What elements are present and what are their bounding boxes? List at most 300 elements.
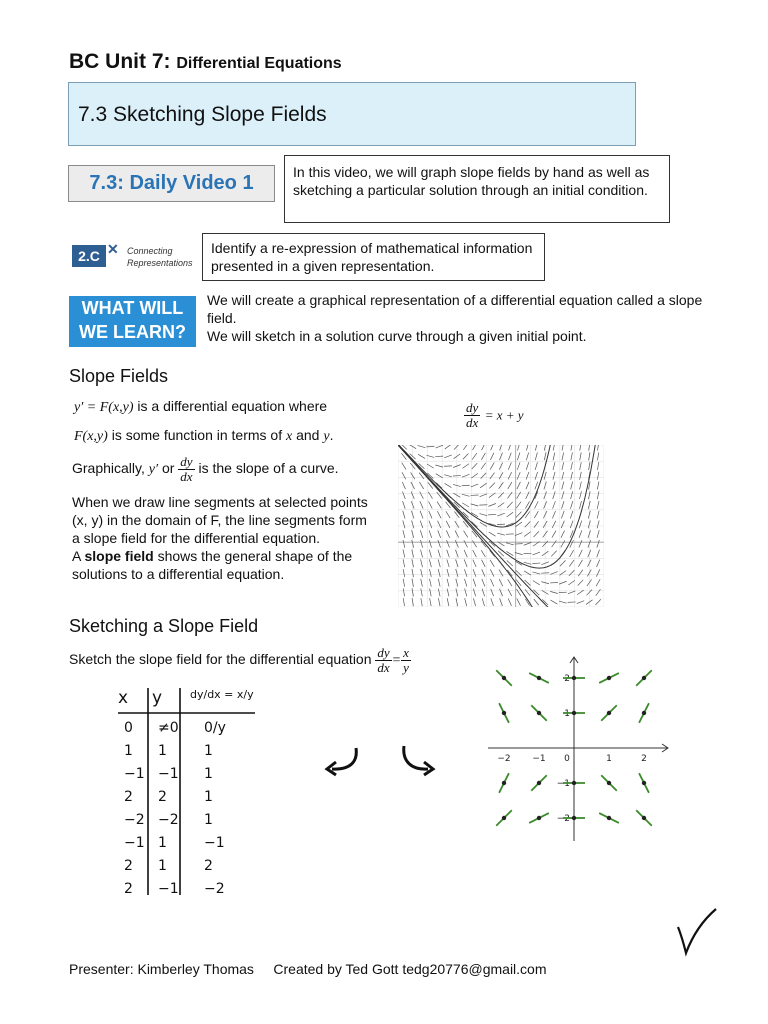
curved-arrow-left-icon [322, 742, 362, 778]
sketch-rhs-den: y [403, 660, 409, 675]
slope-segment [402, 482, 405, 489]
example-rhs: = x + y [484, 407, 524, 423]
slope-segment [491, 445, 494, 450]
frac-den: dx [180, 469, 193, 484]
slope-segment [508, 579, 512, 586]
slope-segment [517, 453, 520, 461]
slope-segment [508, 472, 512, 479]
slope-segment [550, 572, 557, 575]
slope-segment [597, 482, 599, 490]
slope-segment [403, 530, 405, 538]
slope-segment [490, 453, 494, 460]
slope-point [642, 711, 646, 715]
slope-segment [489, 483, 495, 489]
slope-segment [525, 521, 531, 527]
slope-segment [491, 589, 494, 596]
slope-point [572, 781, 576, 785]
eq-f-of-xy: F(x,y) [74, 429, 108, 444]
slope-segment [579, 550, 583, 557]
slope-segment [508, 598, 511, 605]
badge-line-1: Connecting [127, 246, 173, 256]
slope-segment [438, 540, 441, 548]
table-cell: 1 [204, 743, 213, 759]
slope-segment [438, 589, 440, 597]
slope-segment [571, 491, 573, 499]
x-tick-label: 2 [641, 754, 647, 764]
slope-segment [464, 569, 467, 577]
slope-segment [420, 511, 423, 518]
sketch-frac-den: dx [377, 660, 390, 675]
slope-segment [429, 501, 433, 508]
slope-segment [597, 445, 598, 451]
section-title: 7.3 Sketching Slope Fields [78, 103, 327, 126]
slope-segment [403, 540, 405, 548]
slope-segment [559, 581, 566, 584]
slope-segment [506, 543, 514, 545]
slope-segment [578, 580, 584, 586]
slope-field-plot-x-over-y [486, 655, 670, 843]
slope-segment [517, 472, 520, 479]
slope-segment [403, 501, 406, 509]
slope-segment [482, 579, 485, 586]
unit-subtitle: Differential Equations [176, 55, 342, 72]
slope-segment [580, 452, 581, 460]
slope-point [642, 816, 646, 820]
example-frac-num: dy [466, 400, 479, 415]
slope-segment [402, 463, 406, 470]
slope-point [537, 676, 541, 680]
slope-segment [569, 560, 574, 566]
slope-point [572, 711, 576, 715]
table-header-2: dy/dx = x/y [190, 688, 254, 701]
slope-segment [562, 462, 564, 470]
table-cell: 2 [158, 789, 167, 805]
slope-segment [473, 569, 476, 576]
footer [69, 961, 547, 977]
slope-segment [403, 588, 404, 596]
slope-segment [438, 530, 441, 537]
definition-and: and [292, 427, 324, 443]
eq-y-prime: y′ = F(x,y) [74, 400, 134, 415]
slope-segment [579, 521, 582, 529]
check-mark-icon [672, 905, 722, 957]
slope-segment [473, 550, 477, 557]
slope-segment [481, 550, 485, 557]
slope-segment [465, 579, 467, 587]
slope-segment [464, 560, 467, 567]
definition-period: . [329, 427, 334, 443]
slope-point [572, 676, 576, 680]
slope-segment [535, 472, 538, 480]
slope-segment [462, 474, 469, 477]
slope-segment [551, 600, 558, 604]
p2-post: shows the general shape of the solutions to a differential equation. [72, 548, 353, 582]
y-tick-label: 1 [564, 709, 570, 719]
table-cell: ≠0 [158, 720, 179, 736]
sketch-x-over-y [401, 646, 411, 675]
slope-segment [435, 445, 442, 448]
slope-segment [570, 521, 573, 529]
slope-segment [553, 445, 555, 451]
slope-segment [403, 598, 404, 606]
slope-segment [597, 501, 599, 509]
slope-segment [420, 501, 423, 508]
unit-label: BC Unit 7: [69, 50, 171, 73]
var-x: x [286, 429, 293, 444]
slope-segment [465, 589, 467, 597]
slope-segment [480, 483, 487, 488]
slope-segment [516, 502, 521, 508]
slope-segment [526, 482, 529, 489]
slope-segment [526, 445, 528, 450]
slope-segment [473, 598, 475, 606]
slope-point [537, 781, 541, 785]
slope-segment [447, 598, 449, 606]
learn-objective-1: We will create a graphical representation of a differential equation called a slope field. [207, 292, 703, 326]
slope-segment [402, 491, 405, 498]
slope-segment [508, 482, 512, 489]
slope-segment [438, 550, 440, 558]
table-header-1: y [152, 688, 163, 708]
slope-segment [447, 569, 449, 577]
slope-segment [421, 569, 423, 577]
slope-point [502, 781, 506, 785]
slope-segment [420, 521, 423, 529]
slope-segment [570, 501, 572, 509]
slope-segment [490, 560, 494, 567]
slope-segment [562, 472, 564, 480]
slope-segment [535, 452, 537, 460]
slope-segment [447, 579, 449, 587]
slope-segment [418, 454, 425, 458]
learn-objectives [207, 291, 727, 345]
skill-description: Identify a re-expression of mathematical information presented in a given representation. [202, 233, 545, 281]
slope-segment [482, 598, 484, 606]
footer-presenter: Presenter: Kimberley Thomas [69, 961, 254, 977]
slope-segment [473, 579, 476, 587]
slope-segment [579, 501, 581, 509]
slope-segment [463, 521, 468, 527]
slope-segment [429, 521, 432, 528]
slope-point [502, 816, 506, 820]
slope-segment [420, 492, 424, 499]
table-cell: −1 [124, 835, 145, 851]
slope-segment [517, 599, 521, 606]
slope-segment [481, 463, 486, 469]
slope-segment [480, 494, 487, 497]
definition-text-1: is a differential equation where [133, 398, 328, 414]
slope-segment [429, 559, 431, 567]
table-cell: 2 [124, 881, 133, 897]
slope-segment [551, 551, 557, 557]
puzzle-cross-icon: ✕ [107, 241, 119, 257]
slope-segment [507, 502, 513, 508]
slope-segment [552, 531, 556, 538]
slope-segment [553, 452, 555, 460]
slope-point [502, 711, 506, 715]
slope-segment [534, 521, 539, 527]
sketch-rhs-num: x [403, 645, 409, 660]
slope-segment [446, 511, 450, 518]
table-cell: 0/y [204, 720, 226, 736]
learn-label-line-1: WHAT WILL [81, 298, 184, 318]
y-tick-label: 2 [564, 674, 570, 684]
slope-segment [489, 532, 496, 536]
slope-segment [447, 589, 449, 597]
slope-segment [532, 572, 540, 574]
slope-segment [421, 559, 423, 567]
video-label[interactable]: 7.3: Daily Video 1 [68, 165, 275, 202]
table-cell: 2 [124, 789, 133, 805]
slope-segment [438, 598, 440, 606]
slope-segment [437, 511, 441, 518]
slope-segment [562, 445, 564, 451]
slope-point [607, 676, 611, 680]
slope-segment [465, 598, 467, 606]
slope-segment [421, 598, 422, 606]
slope-segment [570, 550, 574, 557]
slope-segment [444, 475, 452, 477]
slope-segment [438, 579, 440, 587]
slope-segment [472, 540, 476, 547]
p2-pre: A [72, 548, 85, 564]
slope-segment [473, 560, 476, 567]
slope-segment [526, 462, 529, 470]
definition-line-2 [74, 426, 333, 446]
slope-point [607, 816, 611, 820]
table-cell: 2 [124, 858, 133, 874]
slope-segment [462, 494, 470, 496]
slope-segment [430, 579, 432, 587]
slope-segment [597, 540, 600, 548]
definition-line-1 [74, 397, 327, 417]
x-tick-label: −2 [497, 754, 511, 764]
x-tick-label: 1 [606, 754, 612, 764]
unit-heading [69, 50, 342, 74]
slope-segment [437, 502, 441, 509]
slope-segment [561, 511, 564, 519]
slope-segment [490, 550, 495, 556]
sketch-frac-num: dy [377, 645, 390, 660]
slope-segment [524, 532, 531, 537]
sketching-heading: Sketching a Slope Field [69, 616, 259, 636]
example-frac-den: dx [466, 415, 479, 430]
slope-segment [421, 550, 423, 558]
slope-segment [568, 580, 575, 585]
slope-segment [562, 501, 565, 509]
slope-segment [597, 530, 599, 538]
graphically-suffix: is the slope of a curve. [198, 460, 339, 477]
slope-segment [508, 462, 511, 469]
table-cell: −1 [204, 835, 225, 851]
slope-segment [580, 445, 581, 451]
slope-point [607, 781, 611, 785]
slope-segment [525, 589, 530, 595]
slope-segment [419, 482, 423, 489]
slope-segment [571, 445, 572, 451]
slope-segment [533, 552, 540, 555]
slope-segment [560, 560, 566, 566]
table-cell: 1 [204, 812, 213, 828]
y-tick-label: −1 [556, 779, 570, 789]
slope-segment [464, 550, 467, 557]
slope-segment [403, 521, 405, 529]
slope-segment [447, 559, 449, 567]
what-will-we-learn-label [69, 296, 196, 347]
footer-credit: Created by Ted Gott tedg20776@gmail.com [273, 961, 547, 977]
slope-point [537, 711, 541, 715]
slope-segment [562, 452, 564, 460]
slope-segment [446, 521, 450, 528]
slope-segment [429, 511, 432, 518]
slope-segment [438, 559, 440, 567]
slope-field-explanation [72, 493, 377, 583]
slope-segment [535, 482, 538, 490]
slope-segment [553, 462, 555, 470]
slope-segment [481, 473, 487, 479]
slope-segment [428, 492, 432, 499]
var-y: y [323, 429, 330, 444]
slope-segment [550, 591, 558, 593]
slope-segment [429, 540, 431, 548]
slope-segment [508, 589, 512, 596]
example-dy-dx [464, 401, 480, 430]
slope-segment [438, 569, 440, 577]
slope-segment [571, 482, 573, 490]
explanation-p2 [72, 547, 377, 583]
table-cell: 1 [158, 858, 167, 874]
slope-segment [463, 445, 468, 450]
slope-segment [464, 540, 468, 547]
slope-segment [534, 599, 539, 605]
slope-segment [482, 560, 486, 567]
slope-segment [482, 569, 485, 576]
slope-segment [597, 521, 599, 529]
slope-segment [597, 462, 598, 470]
slope-segment [482, 445, 486, 450]
slope-segment [403, 511, 405, 519]
slope-segment [534, 511, 538, 518]
sketching-prompt-line [69, 646, 411, 675]
slope-point [642, 676, 646, 680]
slope-segment [464, 531, 468, 538]
slope-segment [597, 452, 598, 460]
slope-segment [402, 472, 406, 479]
slope-segment [472, 453, 477, 459]
slope-segment [429, 550, 431, 558]
slope-segment [561, 531, 565, 538]
table-cell: 1 [158, 743, 167, 759]
slope-point [572, 816, 576, 820]
graphically-line [72, 455, 339, 484]
slope-segment [597, 550, 600, 558]
slope-segment [569, 570, 575, 576]
slope-segment [580, 462, 582, 470]
slope-point [607, 711, 611, 715]
slope-segment [403, 579, 404, 587]
slope-segment [420, 530, 422, 538]
slope-segment [534, 531, 540, 537]
graphically-prefix: Graphically, [72, 460, 149, 477]
slope-segment [595, 599, 601, 605]
slope-segment [445, 483, 452, 487]
dy-dx-fraction [178, 455, 194, 484]
frac-num: dy [180, 454, 193, 469]
slope-segment [596, 579, 600, 586]
slope-segment [568, 591, 575, 594]
slope-segment [427, 464, 434, 468]
slope-segment [429, 569, 431, 577]
slope-segment [580, 482, 582, 490]
slope-segment [463, 453, 469, 459]
table-cell: 0 [124, 720, 133, 736]
slope-segment [445, 445, 452, 449]
slope-segment [579, 540, 582, 547]
slope-segment [490, 569, 494, 576]
slope-segment [421, 588, 423, 596]
slope-segment [517, 462, 520, 470]
skill-badge: 2.C [72, 245, 106, 267]
slope-segment [517, 482, 521, 489]
slope-segment [552, 541, 557, 547]
slope-segment [508, 453, 511, 461]
slope-segment [526, 472, 529, 480]
slope-segment [462, 464, 469, 469]
slope-segment [430, 598, 432, 606]
video-description: In this video, we will graph slope fields by hand as well as sketching a particular solution through an initial condition. [284, 155, 670, 223]
slope-segment [553, 472, 555, 480]
table-cell: −1 [124, 766, 145, 782]
slope-segment [462, 503, 469, 507]
slope-segment [429, 530, 432, 538]
slope-segment [552, 511, 555, 518]
slope-segment [561, 521, 564, 528]
learn-label-line-2: WE LEARN? [79, 322, 186, 342]
slope-segment [491, 598, 494, 606]
sketch-eq-sign: = [391, 653, 402, 669]
table-cell: −2 [158, 812, 179, 828]
example-equation [464, 401, 524, 430]
learn-objective-2: We will sketch in a solution curve through a given initial point. [207, 328, 587, 344]
slope-segment [446, 530, 449, 537]
slope-segment [517, 492, 521, 499]
slope-point [502, 676, 506, 680]
slope-fields-heading: Slope Fields [69, 366, 169, 386]
skill-badge-caption [127, 245, 193, 269]
slope-segment [597, 560, 600, 567]
slope-segment [578, 570, 583, 576]
sketching-prompt: Sketch the slope field for the differential equation [69, 651, 372, 668]
slope-segment [482, 589, 485, 597]
slope-segment [553, 482, 555, 490]
slope-segment [516, 512, 522, 518]
slope-segment [447, 550, 450, 558]
slope-segment [517, 589, 521, 596]
slope-segment [490, 473, 495, 479]
table-cell: 1 [204, 766, 213, 782]
slope-segment [577, 601, 584, 604]
graphically-or: or [158, 460, 179, 477]
slope-segment [571, 452, 573, 460]
slope-segment [472, 463, 478, 469]
slope-segment [507, 492, 512, 498]
slope-segment [597, 491, 599, 499]
slope-segment [481, 453, 485, 460]
p2-bold: slope field [84, 548, 154, 564]
slope-point [642, 781, 646, 785]
table-cell: 1 [158, 835, 167, 851]
slope-segment [596, 569, 600, 576]
